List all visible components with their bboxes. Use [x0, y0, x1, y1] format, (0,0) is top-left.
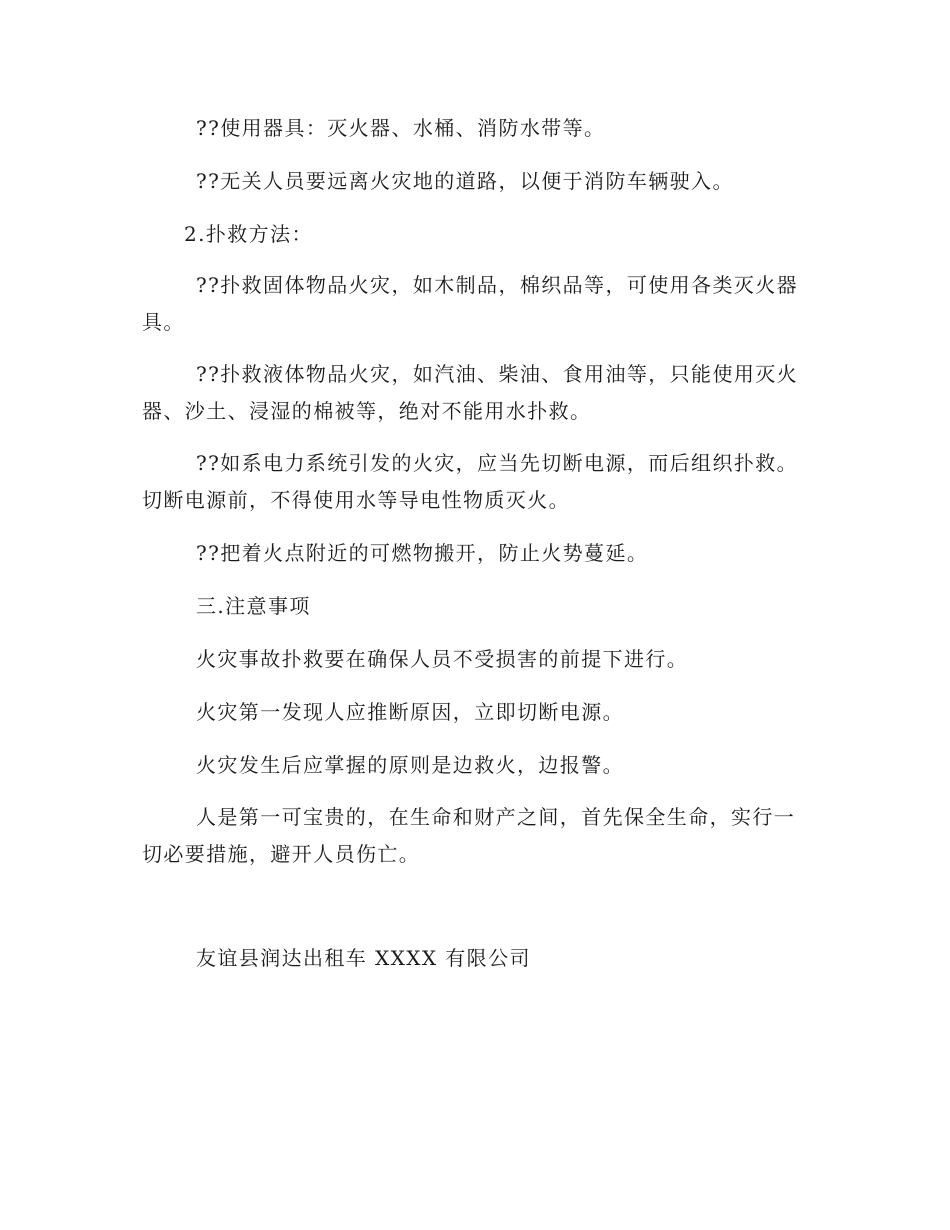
method-liquid-line1: ??扑救液体物品火灾，如汽油、柴油、食用油等，只能使用灭火: [196, 362, 799, 386]
note-life-first-line2: 切必要措施，避开人员伤亡。: [142, 842, 421, 866]
method-heading: 2.扑救方法：: [184, 222, 313, 246]
note-life-first-line1: 人是第一可宝贵的，在生命和财产之间，首先保全生命，实行一: [196, 805, 796, 829]
notes-heading: 三.注意事项: [196, 594, 311, 618]
item-clear-road: ??无关人员要远离火灾地的道路，以便于消防车辆驶入。: [196, 169, 734, 193]
note-principle: 火灾发生后应掌握的原则是边救火，边报警。: [196, 753, 624, 777]
method-combustibles: ??把着火点附近的可燃物搬开，防止火势蔓延。: [196, 541, 649, 565]
method-electric-line2: 切断电源前，不得使用水等导电性物质灭火。: [142, 488, 570, 512]
item-equipment: ??使用器具：灭火器、水桶、消防水带等。: [196, 116, 606, 140]
note-safety: 火灾事故扑救要在确保人员不受损害的前提下进行。: [196, 647, 689, 671]
company-name: 友谊县润达出租车 XXXX 有限公司: [196, 946, 531, 970]
method-electric-line1: ??如系电力系统引发的火灾，应当先切断电源，而后组织扑救。: [196, 451, 799, 475]
method-solid-line1: ??扑救固体物品火灾，如木制品，棉织品等，可使用各类灭火器: [196, 273, 799, 297]
method-liquid-line2: 器、沙土、浸湿的棉被等，绝对不能用水扑救。: [142, 399, 592, 423]
method-solid-line2: 具。: [142, 310, 185, 334]
note-first-finder: 火灾第一发现人应推断原因，立即切断电源。: [196, 700, 624, 724]
